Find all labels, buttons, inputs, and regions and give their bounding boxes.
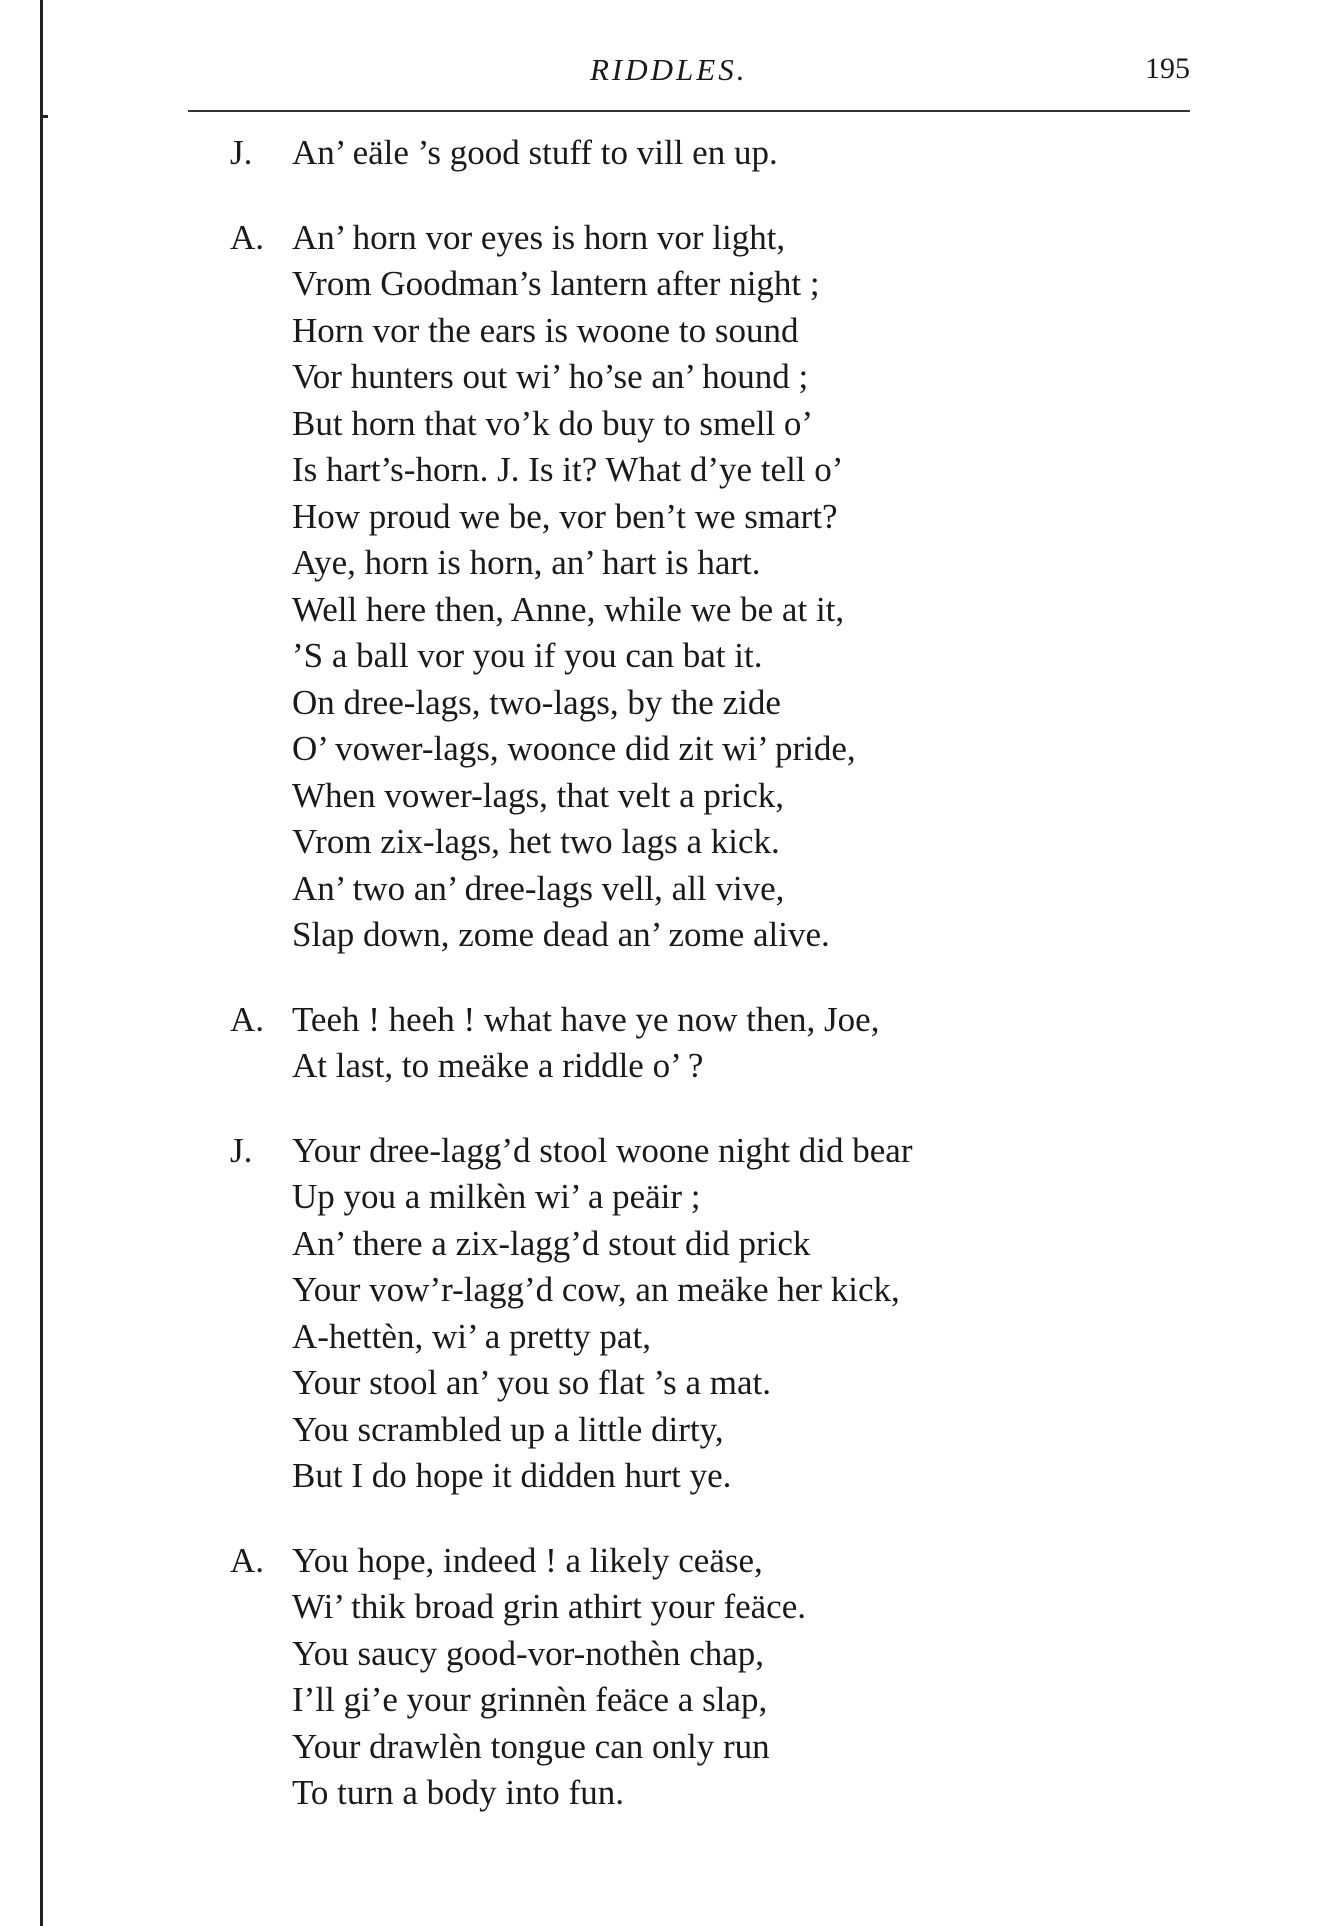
verse-line: But I do hope it didden hurt ye. (292, 1456, 732, 1495)
verse-line: Wi’ thik broad grin athirt your feäce. (292, 1587, 806, 1626)
verse-line: Vrom zix-lags, het two lags a kick. (292, 822, 780, 861)
verse-line: An’ two an’ dree-lags vell, all vive, (292, 868, 785, 908)
verse-line: To turn a body into fun. (292, 1773, 624, 1812)
stanza (230, 997, 1190, 1090)
stanza (230, 215, 1190, 959)
verse-line: Up you a milkèn wi’ a peäir ; (292, 1177, 701, 1216)
page-number: 195 (1145, 52, 1190, 85)
speaker-label: A. (230, 999, 265, 1039)
speaker-label: J. (230, 133, 253, 172)
verse-line: Well here then, Anne, while we be at it, (292, 589, 845, 629)
page-gutter-mark (40, 115, 48, 118)
stanza (230, 1538, 1190, 1817)
verse-line: When vower-lags, that velt a prick, (292, 775, 785, 815)
verse-line: Your stool an’ you so flat ’s a mat. (292, 1363, 771, 1402)
verse-line: How proud we be, vor ben’t we smart? (292, 496, 838, 536)
verse-line: A-hettèn, wi’ a pretty pat, (292, 1316, 651, 1356)
verse-line: You saucy good-vor-nothèn chap, (292, 1633, 765, 1673)
verse-line: Is hart’s-horn. J. Is it? What d’ye tell o’ (292, 450, 844, 489)
verse-line: You scrambled up a little dirty, (292, 1409, 724, 1449)
verse-line: O’ vower-lags, woonce did zit wi’ pride, (292, 729, 856, 768)
verse-line: Your drawlèn tongue can only run (292, 1726, 770, 1766)
verse-line: On dree-lags, two-lags, by the zide (292, 682, 781, 722)
verse-line: At last, to meäke a riddle o’ ? (292, 1046, 704, 1085)
verse-line: You hope, indeed ! a likely ceäse, (292, 1540, 763, 1580)
stanza (230, 1128, 1190, 1500)
verse-line: Your dree-lagg’d stool woone night did bear (292, 1130, 913, 1170)
page-gutter-line (40, 0, 43, 1926)
verse-line: Aye, horn is horn, an’ hart is hart. (292, 543, 761, 582)
verse-line: I’ll gi’e your grinnèn feäce a slap, (292, 1680, 768, 1719)
verse-line: Vor hunters out wi’ ho’se an’ hound ; (292, 357, 809, 396)
speaker-label: A. (230, 1540, 265, 1580)
verse-line: Your vow’r-lagg’d cow, an meäke her kick, (292, 1270, 900, 1309)
page-header (190, 48, 1190, 88)
verse-line: An’ eäle ’s good stuff to vill en up. (292, 133, 778, 172)
verse-line: Vrom Goodman’s lantern after night ; (292, 264, 820, 303)
verse-line: But horn that vo’k do buy to smell o’ (292, 403, 814, 443)
verse-line: An’ horn vor eyes is horn vor light, (292, 217, 786, 257)
verse-line: Slap down, zome dead an’ zome alive. (292, 915, 830, 954)
speaker-label: A. (230, 217, 265, 257)
verse-line: An’ there a zix-lagg’d stout did prick (292, 1223, 811, 1263)
running-head: RIDDLES. (590, 52, 748, 87)
verse-line: ’S a ball vor you if you can bat it. (292, 636, 763, 675)
verse-line: Teeh ! heeh ! what have ye now then, Joe, (292, 999, 880, 1039)
stanza (230, 130, 1190, 177)
header-rule (188, 110, 1190, 112)
poem-body (230, 130, 1190, 1855)
verse-line: Horn vor the ears is woone to sound (292, 310, 799, 350)
speaker-label: J. (230, 1130, 253, 1170)
